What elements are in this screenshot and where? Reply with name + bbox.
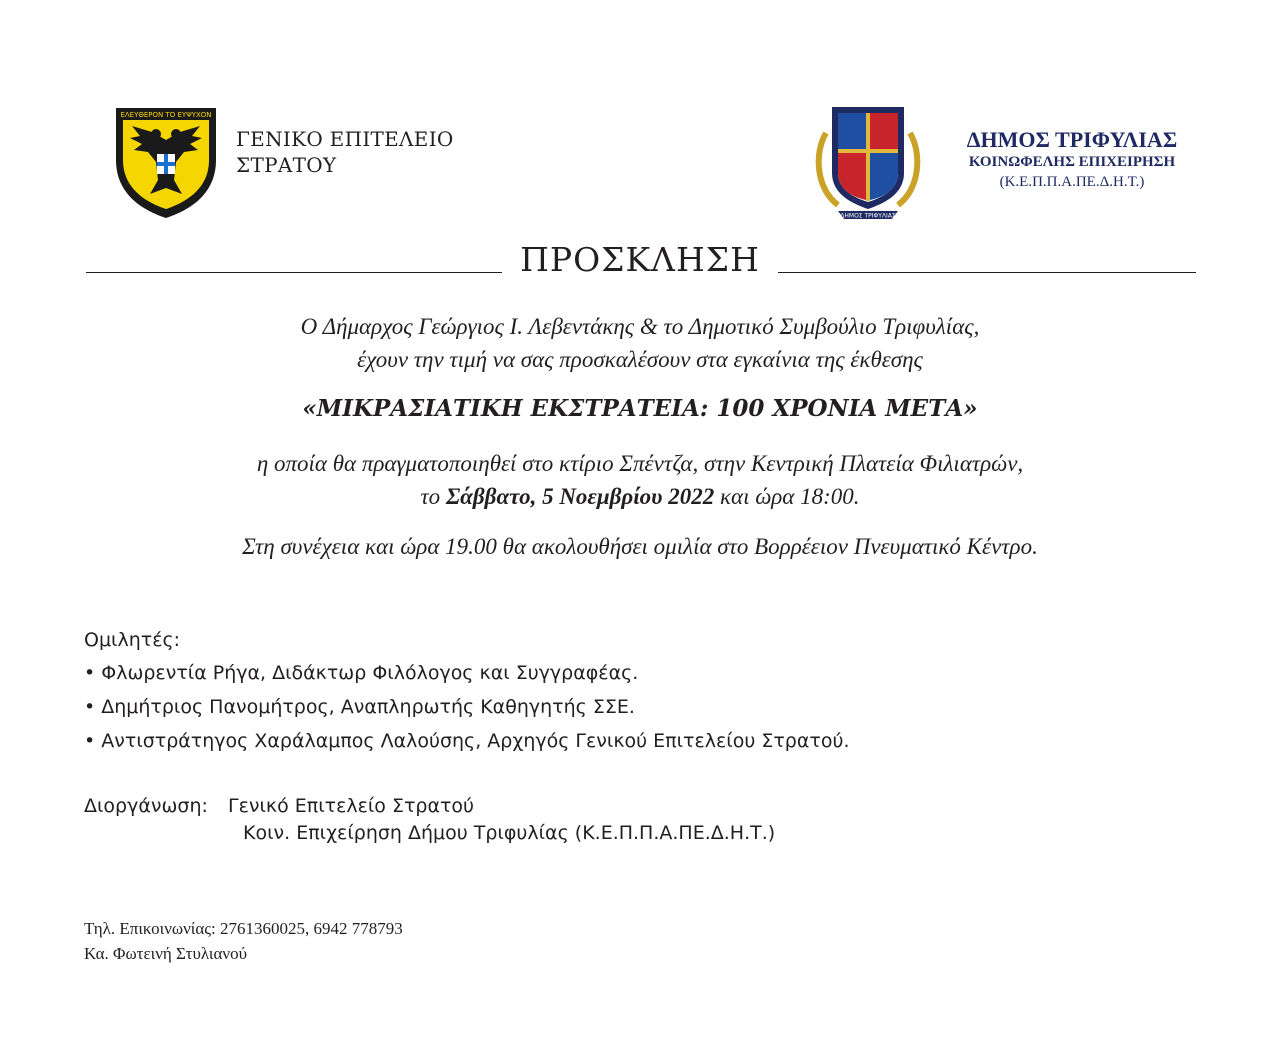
bullet-icon: • <box>84 662 96 684</box>
heading-rule-left <box>86 272 502 273</box>
municipality-logo-banner-text: ΔΗΜΟΣ ΤΡΙΦΥΛΙΑΣ <box>840 212 896 220</box>
speaker-list-item <box>84 728 849 754</box>
army-name-line2: ΣΤΡΑΤΟΥ <box>236 153 337 177</box>
speaker-text: Αντιστράτηγος Χαράλαμπος Λαλούσης, Αρχηγός Γενικού Επιτελείου Στρατού. <box>101 730 850 752</box>
speaker-text: Δημήτριος Πανομήτρος, Αναπληρωτής Καθηγητής ΣΣΕ. <box>101 696 635 718</box>
intro-line-2: έχουν την τιμή να σας προσκαλέσουν στα εγκαίνια της έκθεσης <box>357 347 923 372</box>
army-emblem-logo <box>112 102 220 220</box>
municipality-title: ΔΗΜΟΣ ΤΡΙΦΥΛΙΑΣ <box>966 127 1178 152</box>
followup-line: Στη συνέχεια και ώρα 19.00 θα ακολουθήσει ομιλία στο Βορρέειον Πνευματικό Κέντρο. <box>242 534 1038 559</box>
organization-line-2: Κοιν. Επιχείρηση Δήμου Τριφυλίας (Κ.Ε.Π.Π.Α.ΠΕ.Δ.Η.Τ.) <box>243 822 776 844</box>
event-date: Σάββατο, 5 Νοεμβρίου 2022 <box>445 484 715 509</box>
venue-line-2-suffix: και ώρα 18:00. <box>714 484 860 509</box>
venue-line-2-prefix: το <box>420 484 446 509</box>
organization-label: Διοργάνωση: <box>84 795 208 817</box>
municipality-name-block <box>938 128 1206 192</box>
bullet-icon: • <box>84 730 96 752</box>
heading-rule-right <box>778 272 1196 273</box>
speakers-label: Ομιλητές: <box>84 629 181 651</box>
venue-line-1: η οποία θα πραγματοποιηθεί στο κτίριο Σπέντζα, στην Κεντρική Πλατεία Φιλιατρών, <box>256 451 1024 476</box>
municipality-subtitle: ΚΟΙΝΩΦΕΛΗΣ ΕΠΙΧΕΙΡΗΣΗ <box>968 154 1176 170</box>
speaker-text: Φλωρεντία Ρήγα, Διδάκτωρ Φιλόλογος και Συγγραφέας. <box>101 662 639 684</box>
army-emblem-motto: ΕΛΕΥΘΕΡΟΝ ΤΟ ΕΥΨΥΧΟΝ <box>120 111 212 119</box>
organization-line-1: Γενικό Επιτελείο Στρατού <box>228 795 475 817</box>
speaker-list-item <box>84 660 638 686</box>
contact-person: Κα. Φωτεινή Στυλιανού <box>84 944 247 963</box>
contact-phone: Τηλ. Επικοινωνίας: 2761360025, 6942 778793 <box>84 919 403 938</box>
speaker-list-item <box>84 694 635 720</box>
army-name <box>236 126 454 178</box>
exhibition-title: «ΜΙΚΡΑΣΙΑΤΙΚΗ ΕΚΣΤΡΑΤΕΙΑ: 100 ΧΡΟΝΙΑ ΜΕΤΑ» <box>302 395 978 422</box>
army-name-line1: ΓΕΝΙΚΟ ΕΠΙΤΕΛΕΙΟ <box>236 127 454 151</box>
venue-line-2 <box>60 482 1220 512</box>
intro-line-1: Ο Δήμαρχος Γεώργιος Ι. Λεβεντάκης & το Δημοτικό Συμβούλιο Τριφυλίας, <box>300 314 980 339</box>
bullet-icon: • <box>84 696 96 718</box>
page-title: ΠΡΟΣΚΛΗΣΗ <box>520 240 760 279</box>
municipality-abbreviation: (Κ.Ε.Π.Π.Α.ΠΕ.Δ.Η.Τ.) <box>999 174 1145 190</box>
municipality-coat-of-arms-logo <box>812 103 924 223</box>
